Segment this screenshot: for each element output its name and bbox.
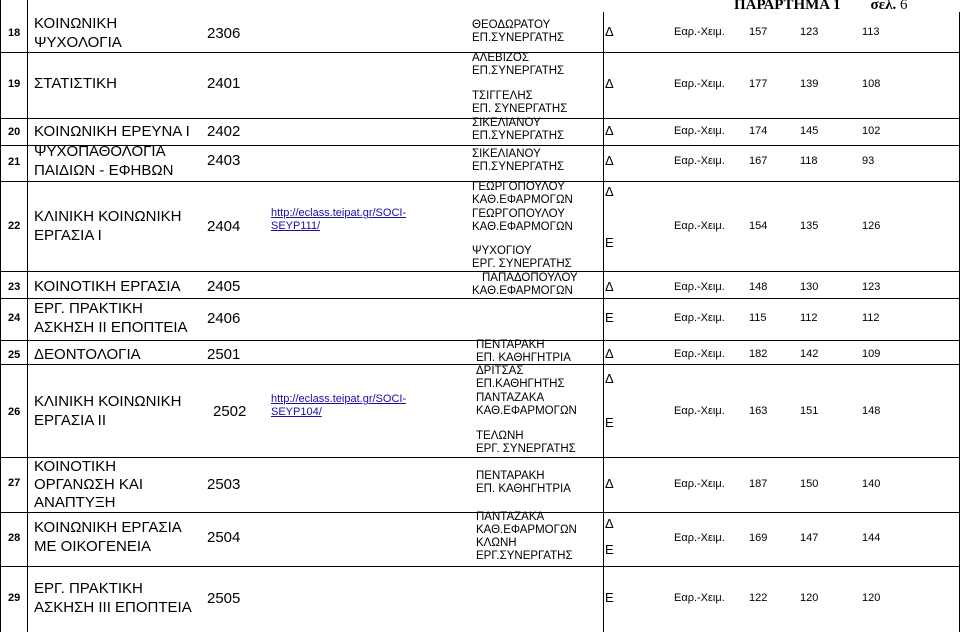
page-header xyxy=(734,0,907,14)
course-title: ΣΤΑΤΙΣΤΙΚΗ xyxy=(34,75,117,92)
course-type: Ε xyxy=(605,310,614,325)
row-number: 18 xyxy=(8,27,21,39)
instructor-name: ΚΛΩΝΗ xyxy=(476,537,517,549)
value-2: 147 xyxy=(800,532,819,544)
instructor-name: ΣΙΚΕΛΙΑΝΟΥ xyxy=(472,117,541,129)
value-3: 120 xyxy=(862,592,881,604)
instructor-rank: ΕΡΓ. ΣΥΝΕΡΓΑΤΗΣ xyxy=(476,443,576,455)
course-type: Δ xyxy=(605,24,614,39)
eclass-link[interactable]: http://eclass.teipat.gr/SOCI- xyxy=(271,393,407,405)
semester: Εαρ.-Χειμ. xyxy=(674,348,725,360)
grid-line xyxy=(0,0,1,632)
instructor-name: ΓΕΩΡΓΟΠΟΥΛΟΥ xyxy=(472,208,565,220)
course-title: ΑΝΑΠΤΥΞΗ xyxy=(34,494,116,511)
value-3: 108 xyxy=(862,78,881,90)
page-number: 6 xyxy=(899,0,908,13)
course-type: Δ xyxy=(605,371,614,386)
appendix-title: ΠΑΡΑΡΤΗΜΑ 1 xyxy=(734,0,841,13)
value-3: 93 xyxy=(862,155,875,167)
row-number: 25 xyxy=(8,349,21,361)
value-3: 113 xyxy=(862,26,880,38)
value-2: 142 xyxy=(800,348,819,360)
instructor-rank: ΚΑΘ.ΕΦΑΡΜΟΓΩΝ xyxy=(476,524,577,536)
value-2: 135 xyxy=(800,220,819,232)
value-1: 148 xyxy=(749,281,768,293)
course-title: ΑΣΚΗΣΗ ΙΙ ΕΠΟΠΤΕΙΑ xyxy=(34,319,188,336)
semester: Εαρ.-Χειμ. xyxy=(674,405,725,417)
course-title: ΚΟΙΝΩΝΙΚΗ ΕΡΕΥΝΑ Ι xyxy=(34,123,190,140)
instructor-rank: ΚΑΘ.ΕΦΑΡΜΟΓΩΝ xyxy=(476,405,577,417)
row-separator xyxy=(0,566,960,567)
instructor-name: ΤΣΙΓΓΕΛΗΣ xyxy=(472,90,533,102)
row-separator xyxy=(0,457,960,458)
course-code: 2404 xyxy=(207,218,241,235)
row-number: 22 xyxy=(8,220,21,232)
course-code: 2403 xyxy=(207,152,241,169)
value-2: 118 xyxy=(800,155,818,167)
row-separator xyxy=(0,271,960,272)
row-number: 27 xyxy=(8,477,21,489)
value-3: 112 xyxy=(862,312,880,324)
course-title: ΕΡΓ. ΠΡΑΚΤΙΚΗ xyxy=(34,300,143,317)
instructor-name: ΣΙΚΕΛΙΑΝΟΥ xyxy=(472,148,541,160)
grid-line xyxy=(603,12,604,632)
instructor-name: ΠΑΠΑΔΟΠΟΥΛΟΥ xyxy=(482,272,578,284)
eclass-link[interactable]: SEYP104/ xyxy=(271,406,322,418)
semester: Εαρ.-Χειμ. xyxy=(674,26,725,38)
course-title: ΕΡΓΑΣΙΑ ΙΙ xyxy=(34,412,107,429)
course-title: ΚΛΙΝΙΚΗ ΚΟΙΝΩΝΙΚΗ xyxy=(34,208,182,225)
course-title: ΑΣΚΗΣΗ ΙΙΙ ΕΠΟΠΤΕΙΑ xyxy=(34,599,192,616)
value-1: 177 xyxy=(749,78,768,90)
instructor-name: ΑΛΕΒΙΖΟΣ xyxy=(472,52,529,64)
course-title: ΟΡΓΑΝΩΣΗ ΚΑΙ xyxy=(34,476,144,493)
eclass-link[interactable]: http://eclass.teipat.gr/SOCI- xyxy=(271,207,407,219)
instructor-name: ΠΑΝΤΑΖΑΚΑ xyxy=(476,392,545,404)
value-2: 150 xyxy=(800,478,819,490)
row-number: 20 xyxy=(8,126,21,138)
course-code: 2505 xyxy=(207,590,241,607)
course-type: Δ xyxy=(605,184,614,199)
row-number: 23 xyxy=(8,281,21,293)
course-title: ΜΕ ΟΙΚΟΓΕΝΕΙΑ xyxy=(34,538,151,555)
semester: Εαρ.-Χειμ. xyxy=(674,532,725,544)
course-code: 2502 xyxy=(213,403,247,420)
course-title: ΚΟΙΝΩΝΙΚΗ xyxy=(34,15,118,32)
row-number: 21 xyxy=(8,156,21,168)
value-1: 157 xyxy=(749,26,768,38)
instructor-rank: ΕΡΓ.ΣΥΝΕΡΓΑΤΗΣ xyxy=(476,550,573,562)
row-number: 29 xyxy=(8,592,21,604)
instructor-name: ΨΥΧΟΓΙΟΥ xyxy=(472,245,532,257)
course-title: ΚΟΙΝΟΤΙΚΗ ΕΡΓΑΣΙΑ xyxy=(34,278,181,295)
row-number: 28 xyxy=(8,532,21,544)
semester: Εαρ.-Χειμ. xyxy=(674,312,725,324)
row-number: 24 xyxy=(8,312,21,324)
semester: Εαρ.-Χειμ. xyxy=(674,592,725,604)
course-code: 2405 xyxy=(207,278,241,295)
instructor-rank: ΕΠ. ΚΑΘΗΓΗΤΡΙΑ xyxy=(476,483,571,495)
instructor-rank: ΚΑΘ.ΕΦΑΡΜΟΓΩΝ xyxy=(472,285,573,297)
instructor-rank: ΕΠ.ΣΥΝΕΡΓΑΤΗΣ xyxy=(472,161,565,173)
course-code: 2306 xyxy=(207,25,241,42)
row-number: 26 xyxy=(8,406,21,418)
course-type: Δ xyxy=(605,279,614,294)
instructor-rank: ΕΠ.ΣΥΝΕΡΓΑΤΗΣ xyxy=(472,130,565,142)
value-1: 154 xyxy=(749,220,768,232)
instructor-name: ΤΕΛΩΝΗ xyxy=(476,430,524,442)
value-1: 163 xyxy=(749,405,768,417)
value-1: 167 xyxy=(749,155,768,167)
instructor-rank: ΕΠ. ΚΑΘΗΓΗΤΡΙΑ xyxy=(476,352,571,364)
value-1: 115 xyxy=(749,312,767,324)
course-code: 2406 xyxy=(207,310,241,327)
semester: Εαρ.-Χειμ. xyxy=(674,125,725,137)
course-type: Ε xyxy=(605,542,614,557)
course-code: 2504 xyxy=(207,529,241,546)
course-title: ΚΟΙΝΟΤΙΚΗ xyxy=(34,458,117,475)
instructor-name: ΔΡΙΤΣΑΣ xyxy=(476,365,524,377)
instructor-rank: ΕΠ.ΣΥΝΕΡΓΑΤΗΣ xyxy=(472,32,565,44)
course-type: Δ xyxy=(605,76,614,91)
semester: Εαρ.-Χειμ. xyxy=(674,281,725,293)
course-code: 2501 xyxy=(207,346,241,363)
course-code: 2402 xyxy=(207,123,241,140)
value-2: 151 xyxy=(800,405,819,417)
row-number: 19 xyxy=(8,78,21,90)
eclass-link[interactable]: SEYP111/ xyxy=(271,220,321,232)
course-title: ΨΥΧΟΠΑΘΟΛΟΓΙΑ xyxy=(34,143,166,160)
course-type: Δ xyxy=(605,153,614,168)
course-type: Δ xyxy=(605,123,614,138)
value-2: 123 xyxy=(800,26,819,38)
instructor-name: ΘΕΟΔΩΡΑΤΟΥ xyxy=(472,19,551,31)
value-1: 182 xyxy=(749,348,768,360)
value-2: 130 xyxy=(800,281,819,293)
semester: Εαρ.-Χειμ. xyxy=(674,155,725,167)
semester: Εαρ.-Χειμ. xyxy=(674,478,725,490)
course-title: ΠΑΙΔΙΩΝ - ΕΦΗΒΩΝ xyxy=(34,162,174,179)
row-separator xyxy=(0,298,960,299)
value-1: 174 xyxy=(749,125,768,137)
value-3: 148 xyxy=(862,405,881,417)
instructor-name: ΠΑΝΤΑΖΑΚΑ xyxy=(476,511,545,523)
course-title: ΔΕΟΝΤΟΛΟΓΙΑ xyxy=(34,346,141,363)
value-2: 112 xyxy=(800,312,818,324)
course-type: Ε xyxy=(605,590,614,605)
course-title: ΚΟΙΝΩΝΙΚΗ ΕΡΓΑΣΙΑ xyxy=(34,519,182,536)
value-1: 169 xyxy=(749,532,768,544)
course-code: 2503 xyxy=(207,476,241,493)
value-2: 139 xyxy=(800,78,819,90)
value-1: 122 xyxy=(749,592,768,604)
instructor-name: ΠΕΝΤΑΡΑΚΗ xyxy=(476,470,545,482)
instructor-name: ΓΕΩΡΓΟΠΟΥΛΟΥ xyxy=(472,181,565,193)
instructor-rank: ΚΑΘ.ΕΦΑΡΜΟΓΩΝ xyxy=(472,194,573,206)
instructor-rank: ΕΡΓ. ΣΥΝΕΡΓΑΤΗΣ xyxy=(472,258,572,270)
instructor-name: ΠΕΝΤΑΡΑΚΗ xyxy=(476,339,545,351)
value-3: 109 xyxy=(862,348,881,360)
value-2: 120 xyxy=(800,592,819,604)
value-2: 145 xyxy=(800,125,819,137)
instructor-rank: ΕΠ. ΣΥΝΕΡΓΑΤΗΣ xyxy=(472,103,568,115)
course-title: ΕΡΓΑΣΙΑ Ι xyxy=(34,227,102,244)
course-title: ΕΡΓ. ΠΡΑΚΤΙΚΗ xyxy=(34,580,143,597)
course-title: ΚΛΙΝΙΚΗ ΚΟΙΝΩΝΙΚΗ xyxy=(34,393,182,410)
semester: Εαρ.-Χειμ. xyxy=(674,220,725,232)
course-type: Ε xyxy=(605,235,614,250)
instructor-rank: ΕΠ.ΣΥΝΕΡΓΑΤΗΣ xyxy=(472,65,565,77)
course-type: Δ xyxy=(605,476,614,491)
course-code: 2401 xyxy=(207,75,241,92)
value-1: 187 xyxy=(749,478,768,490)
semester: Εαρ.-Χειμ. xyxy=(674,78,725,90)
instructor-rank: ΕΠ.ΚΑΘΗΓΗΤΗΣ xyxy=(476,378,565,390)
value-3: 126 xyxy=(862,220,881,232)
course-type: Ε xyxy=(605,415,614,430)
course-type: Δ xyxy=(605,516,614,531)
instructor-rank: ΚΑΘ.ΕΦΑΡΜΟΓΩΝ xyxy=(472,221,573,233)
value-3: 140 xyxy=(862,478,881,490)
page-label: σελ. xyxy=(870,0,897,13)
course-title: ΨΥΧΟΛΟΓΙΑ xyxy=(34,34,122,51)
value-3: 144 xyxy=(862,532,881,544)
grid-line xyxy=(27,0,28,632)
value-3: 123 xyxy=(862,281,881,293)
value-3: 102 xyxy=(862,125,881,137)
course-type: Δ xyxy=(605,346,614,361)
